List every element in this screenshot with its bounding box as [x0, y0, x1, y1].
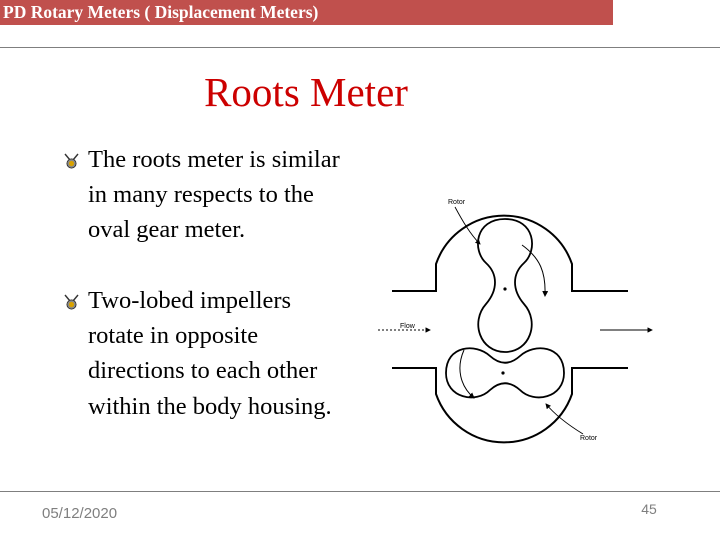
rotor-label-top: Rotor: [448, 199, 466, 206]
bullet-item: [62, 283, 347, 424]
rotation-arrow-upper: [522, 245, 545, 296]
upper-rotor: [478, 219, 532, 352]
rotor-label-bottom: Rotor: [580, 435, 598, 442]
header-title: PD Rotary Meters ( Displacement Meters): [3, 2, 319, 22]
meter-housing: [392, 216, 628, 443]
header-divider: [0, 47, 720, 48]
rotation-arrow-lower: [460, 350, 474, 398]
bullet-text: The roots meter is similar in many respects to the oval gear meter.: [88, 146, 340, 244]
footer-date: 05/12/2020: [42, 505, 118, 522]
roots-meter-diagram: [370, 185, 670, 450]
lower-rotor: [446, 348, 564, 397]
bullet-item: [62, 142, 347, 248]
page-number: 45: [641, 501, 657, 517]
flow-label: Flow: [400, 323, 415, 330]
bullet-lamp-icon: [62, 151, 81, 169]
bullet-lamp-icon: [62, 292, 81, 310]
upper-rotor-shaft: [503, 287, 506, 290]
footer-divider: [0, 491, 720, 492]
bullet-text: Two-lobed impellers rotate in opposite directions to each other within the body housing.: [88, 287, 332, 420]
slide-title: Roots Meter: [204, 69, 408, 115]
header-bar: [0, 0, 613, 25]
lower-rotor-shaft: [501, 371, 504, 374]
